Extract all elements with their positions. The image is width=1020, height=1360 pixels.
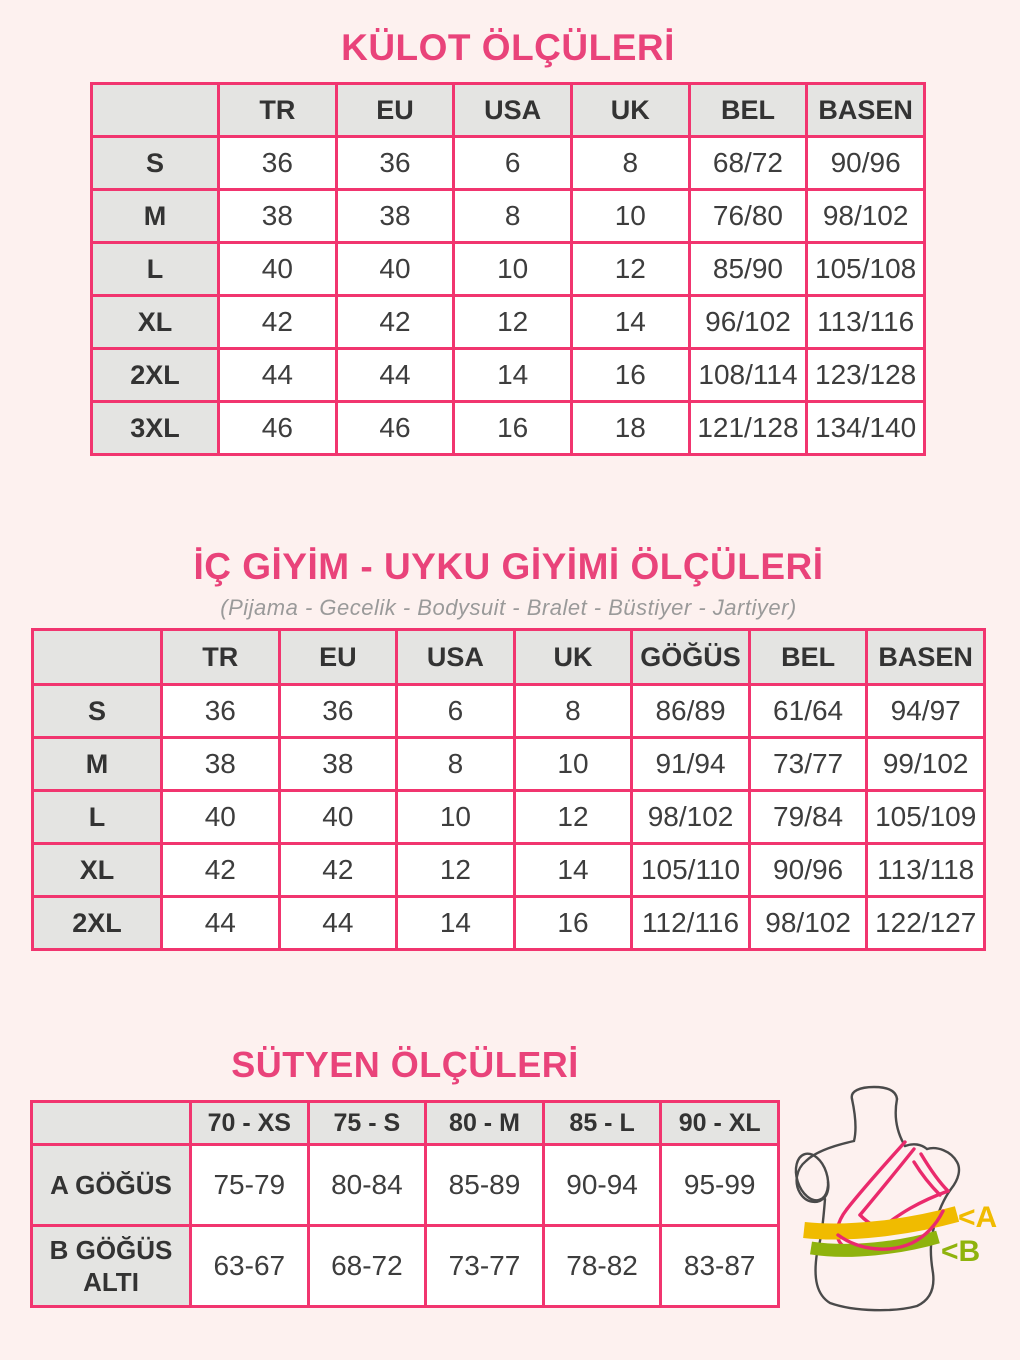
row-label: 3XL	[92, 402, 219, 455]
column-header: UK	[514, 630, 632, 685]
table-row	[33, 897, 985, 950]
row-label: XL	[92, 296, 219, 349]
size-value-cell: 14	[397, 897, 515, 950]
measure-a-label: <A	[958, 1201, 998, 1234]
size-value-cell: 40	[279, 791, 397, 844]
header-row	[33, 630, 985, 685]
size-value-cell: 98/102	[749, 897, 867, 950]
row-label: A GÖĞÜS	[32, 1145, 191, 1226]
size-value-cell: 63-67	[191, 1226, 309, 1307]
size-value-cell: 78-82	[543, 1226, 661, 1307]
size-value-cell: 94/97	[867, 685, 985, 738]
corner-cell	[32, 1102, 191, 1145]
column-header: BEL	[689, 84, 807, 137]
size-value-cell: 8	[571, 137, 689, 190]
size-value-cell: 90/96	[807, 137, 925, 190]
size-value-cell: 6	[397, 685, 515, 738]
size-value-cell: 42	[336, 296, 454, 349]
size-value-cell: 36	[162, 685, 280, 738]
size-value-cell: 14	[514, 844, 632, 897]
size-value-cell: 12	[571, 243, 689, 296]
size-value-cell: 134/140	[807, 402, 925, 455]
column-header: EU	[279, 630, 397, 685]
size-value-cell: 42	[279, 844, 397, 897]
table-row	[33, 685, 985, 738]
size-value-cell: 105/110	[632, 844, 750, 897]
size-value-cell: 10	[397, 791, 515, 844]
column-header: 80 - M	[426, 1102, 544, 1145]
size-value-cell: 85-89	[426, 1145, 544, 1226]
column-header: 85 - L	[543, 1102, 661, 1145]
column-header: TR	[162, 630, 280, 685]
column-header: EU	[336, 84, 454, 137]
size-value-cell: 46	[336, 402, 454, 455]
ic-giyim-size-table	[31, 628, 986, 951]
table-row	[92, 349, 925, 402]
size-value-cell: 38	[279, 738, 397, 791]
row-label: 2XL	[33, 897, 162, 950]
size-value-cell: 73-77	[426, 1226, 544, 1307]
measure-b-label: <B	[941, 1235, 981, 1268]
size-value-cell: 44	[162, 897, 280, 950]
row-label: L	[92, 243, 219, 296]
size-value-cell: 40	[162, 791, 280, 844]
size-value-cell: 113/116	[807, 296, 925, 349]
size-value-cell: 42	[219, 296, 337, 349]
ic-giyim-section-title: İÇ GİYİM - UYKU GİYİMİ ÖLÇÜLERİ	[193, 546, 824, 587]
size-value-cell: 12	[454, 296, 572, 349]
table-row	[33, 844, 985, 897]
header-row	[32, 1102, 779, 1145]
table-row	[32, 1145, 779, 1226]
corner-cell	[33, 630, 162, 685]
size-value-cell: 14	[454, 349, 572, 402]
table-row	[92, 137, 925, 190]
size-value-cell: 68-72	[308, 1226, 426, 1307]
size-value-cell: 14	[571, 296, 689, 349]
size-value-cell: 44	[336, 349, 454, 402]
column-header: USA	[397, 630, 515, 685]
row-label: M	[92, 190, 219, 243]
size-value-cell: 68/72	[689, 137, 807, 190]
kulot-section-title: KÜLOT ÖLÇÜLERİ	[341, 27, 675, 68]
table-row	[92, 296, 925, 349]
size-value-cell: 85/90	[689, 243, 807, 296]
size-value-cell: 75-79	[191, 1145, 309, 1226]
size-value-cell: 16	[571, 349, 689, 402]
size-value-cell: 16	[514, 897, 632, 950]
size-value-cell: 16	[454, 402, 572, 455]
size-value-cell: 91/94	[632, 738, 750, 791]
size-value-cell: 123/128	[807, 349, 925, 402]
size-value-cell: 76/80	[689, 190, 807, 243]
size-value-cell: 46	[219, 402, 337, 455]
size-value-cell: 38	[162, 738, 280, 791]
size-value-cell: 40	[219, 243, 337, 296]
row-label: S	[33, 685, 162, 738]
size-value-cell: 105/108	[807, 243, 925, 296]
column-header: 90 - XL	[661, 1102, 779, 1145]
table-row	[32, 1226, 779, 1307]
size-value-cell: 99/102	[867, 738, 985, 791]
size-value-cell: 86/89	[632, 685, 750, 738]
size-value-cell: 98/102	[807, 190, 925, 243]
size-value-cell: 36	[219, 137, 337, 190]
size-value-cell: 8	[454, 190, 572, 243]
column-header: BASEN	[807, 84, 925, 137]
column-header: TR	[219, 84, 337, 137]
size-value-cell: 12	[514, 791, 632, 844]
row-label: L	[33, 791, 162, 844]
size-value-cell: 38	[219, 190, 337, 243]
size-value-cell: 108/114	[689, 349, 807, 402]
size-value-cell: 122/127	[867, 897, 985, 950]
size-value-cell: 40	[336, 243, 454, 296]
size-value-cell: 10	[514, 738, 632, 791]
size-value-cell: 36	[279, 685, 397, 738]
size-value-cell: 90-94	[543, 1145, 661, 1226]
column-header: BEL	[749, 630, 867, 685]
size-value-cell: 80-84	[308, 1145, 426, 1226]
table-row	[92, 190, 925, 243]
size-value-cell: 44	[279, 897, 397, 950]
size-value-cell: 95-99	[661, 1145, 779, 1226]
size-value-cell: 61/64	[749, 685, 867, 738]
size-value-cell: 10	[454, 243, 572, 296]
size-value-cell: 83-87	[661, 1226, 779, 1307]
size-value-cell: 112/116	[632, 897, 750, 950]
size-value-cell: 18	[571, 402, 689, 455]
size-value-cell: 10	[571, 190, 689, 243]
sutyen-size-table	[30, 1100, 780, 1308]
size-value-cell: 113/118	[867, 844, 985, 897]
corner-cell	[92, 84, 219, 137]
size-value-cell: 38	[336, 190, 454, 243]
column-header: GÖĞÜS	[632, 630, 750, 685]
column-header: 70 - XS	[191, 1102, 309, 1145]
column-header: USA	[454, 84, 572, 137]
table-row	[92, 402, 925, 455]
size-value-cell: 44	[219, 349, 337, 402]
size-value-cell: 96/102	[689, 296, 807, 349]
size-value-cell: 79/84	[749, 791, 867, 844]
size-value-cell: 8	[514, 685, 632, 738]
row-label: M	[33, 738, 162, 791]
size-value-cell: 90/96	[749, 844, 867, 897]
row-label: B GÖĞÜS ALTI	[32, 1226, 191, 1307]
column-header: UK	[571, 84, 689, 137]
size-value-cell: 73/77	[749, 738, 867, 791]
row-label: XL	[33, 844, 162, 897]
column-header: 75 - S	[308, 1102, 426, 1145]
column-header: BASEN	[867, 630, 985, 685]
ic-giyim-section-subtitle: (Pijama - Gecelik - Bodysuit - Bralet - Büstiyer - Jartiyer)	[220, 595, 797, 620]
size-value-cell: 121/128	[689, 402, 807, 455]
row-label: 2XL	[92, 349, 219, 402]
size-value-cell: 12	[397, 844, 515, 897]
size-value-cell: 105/109	[867, 791, 985, 844]
size-value-cell: 36	[336, 137, 454, 190]
kulot-size-table	[90, 82, 926, 456]
table-row	[92, 243, 925, 296]
header-row	[92, 84, 925, 137]
size-value-cell: 6	[454, 137, 572, 190]
row-label: S	[92, 137, 219, 190]
size-value-cell: 98/102	[632, 791, 750, 844]
size-value-cell: 8	[397, 738, 515, 791]
table-row	[33, 791, 985, 844]
bra-measurement-illustration	[790, 1085, 1015, 1315]
table-row	[33, 738, 985, 791]
size-value-cell: 42	[162, 844, 280, 897]
sutyen-section-title: SÜTYEN ÖLÇÜLERİ	[231, 1044, 579, 1085]
